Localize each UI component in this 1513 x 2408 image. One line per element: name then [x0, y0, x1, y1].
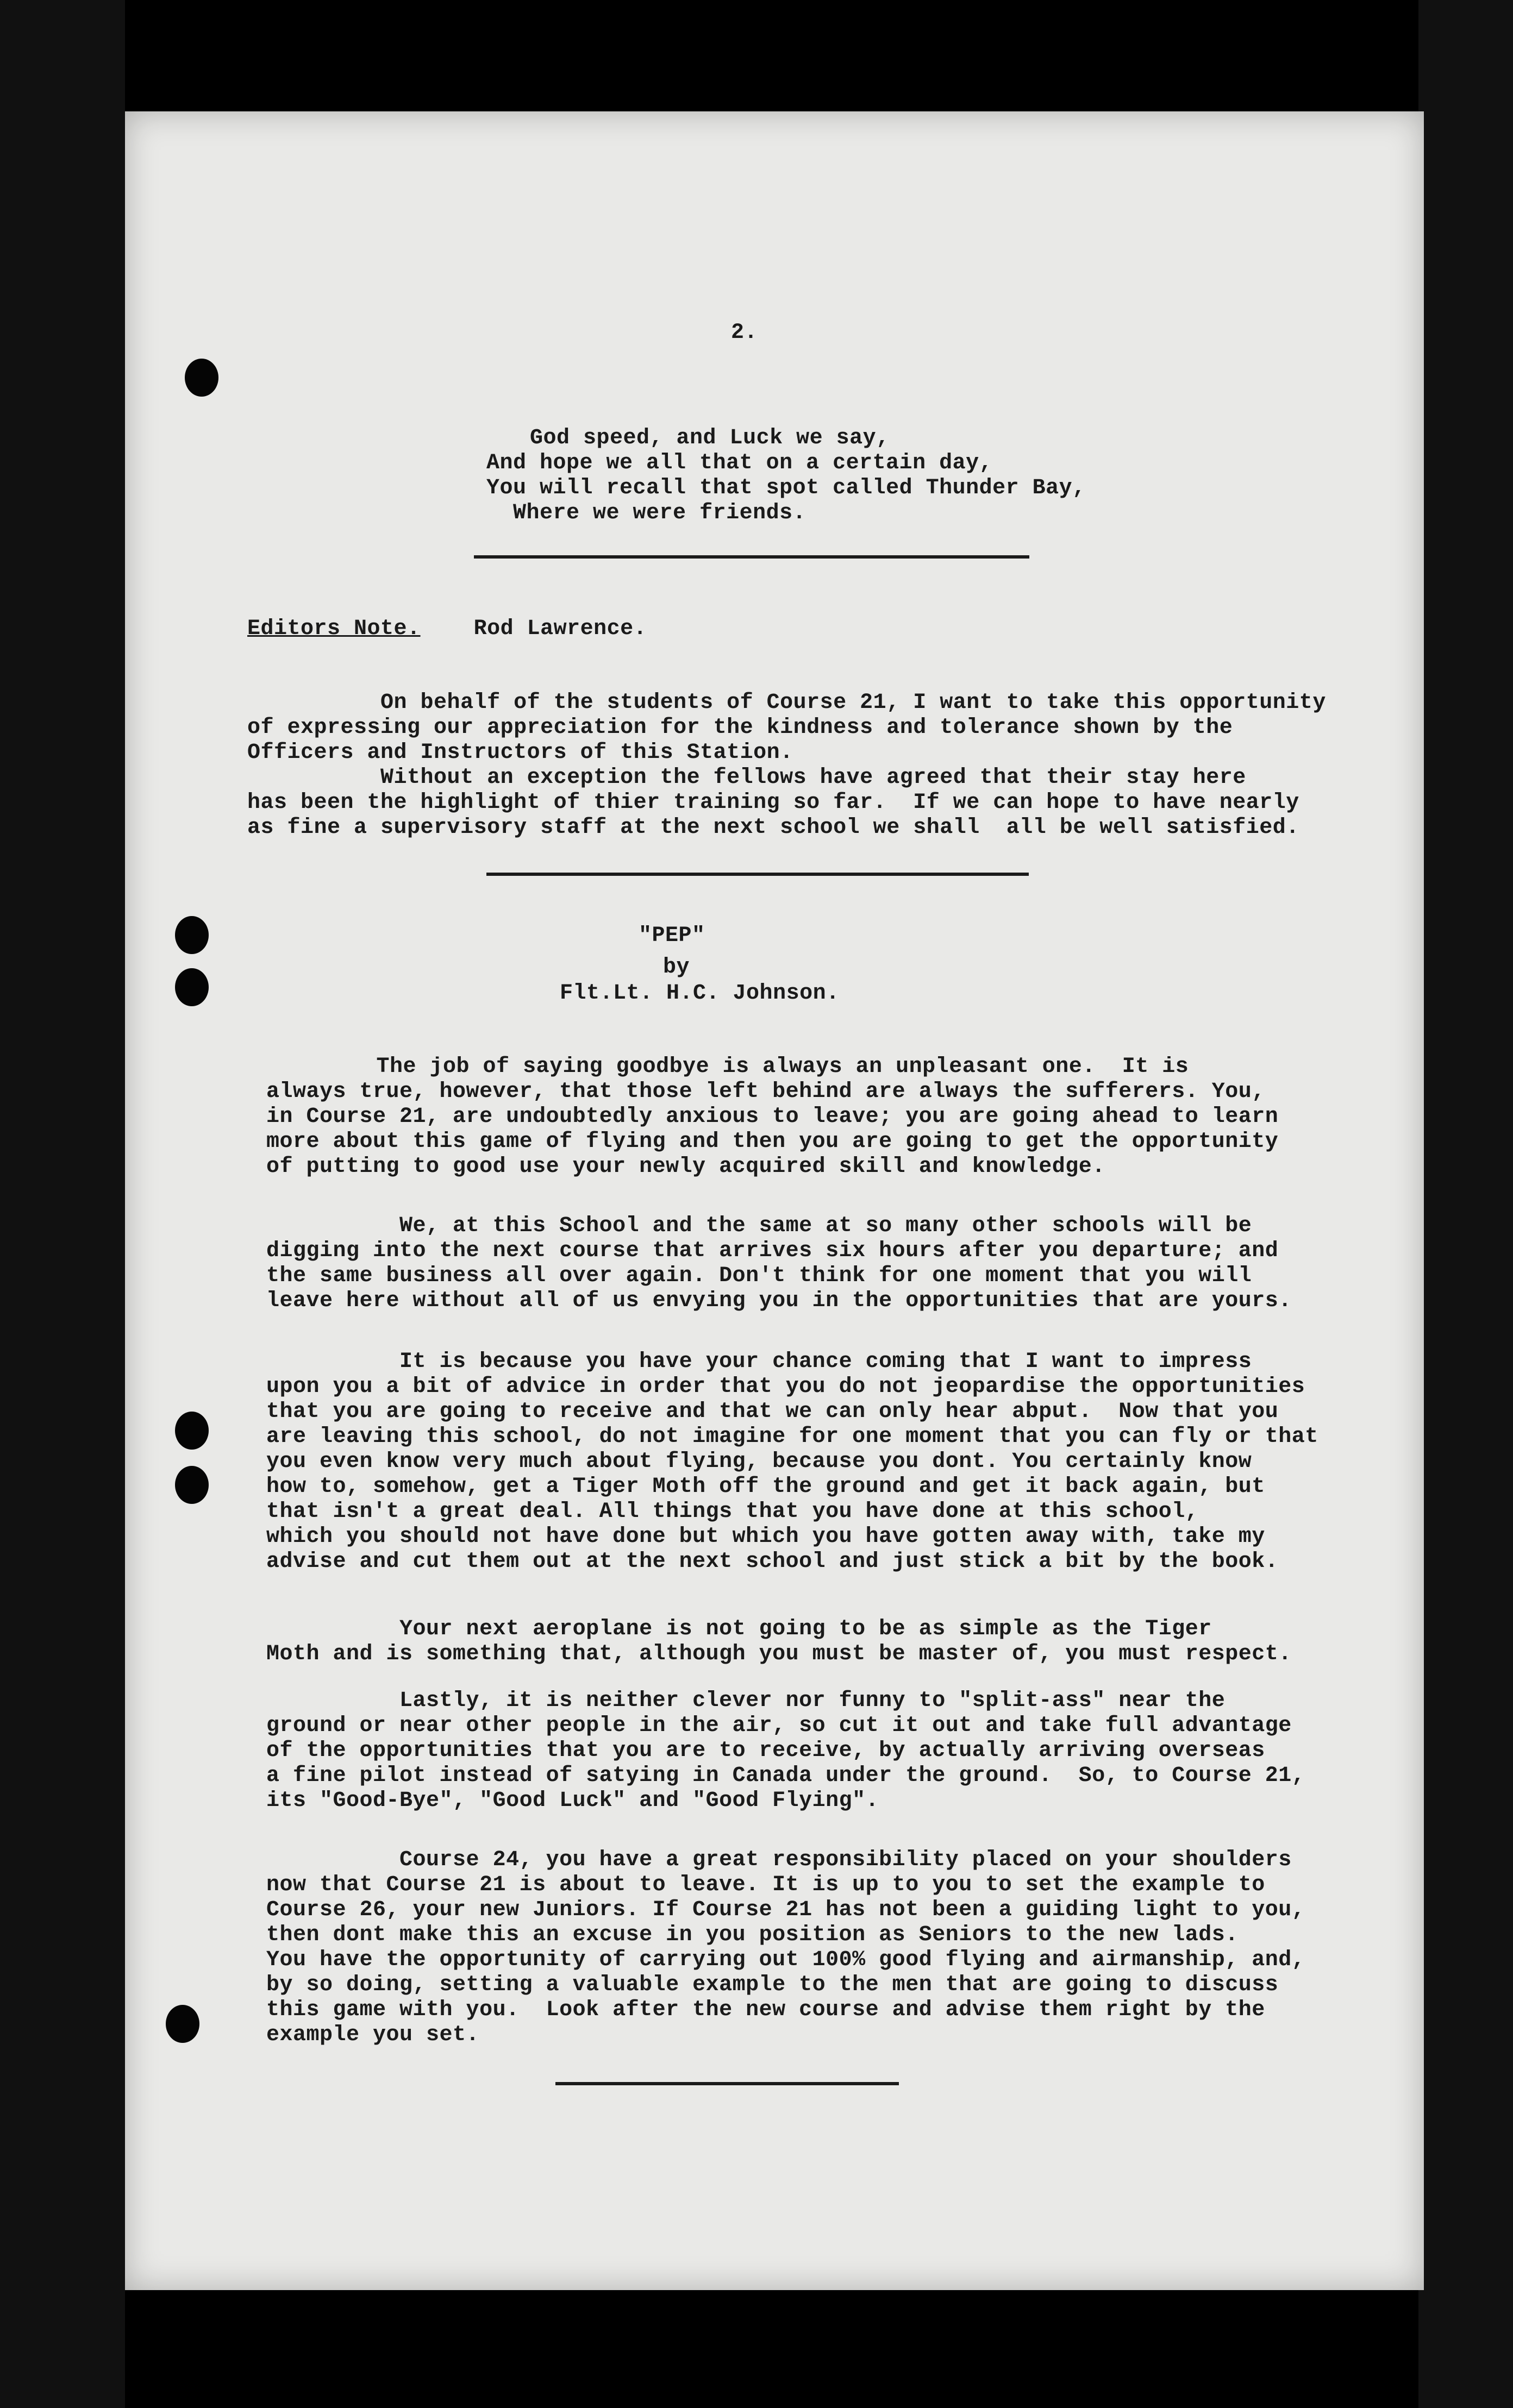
text-line: ground or near other people in the air, so cut it out and take full advantage: [266, 1714, 1292, 1738]
text-line: that isn't a great deal. All things that you have done at this school,: [266, 1500, 1199, 1524]
text-line: We, at this School and the same at so many other schools will be: [266, 1214, 1252, 1238]
text-line: more about this game of flying and then you are going to get the opportunity: [266, 1130, 1279, 1154]
poem-line: Where we were friends.: [486, 501, 806, 525]
text-line: then dont make this an excuse in you position as Seniors to the new lads.: [266, 1923, 1239, 1947]
text-line: its "Good-Bye", "Good Luck" and "Good Flying".: [266, 1789, 879, 1813]
article-title: "PEP": [639, 924, 705, 948]
punch-hole: [175, 968, 209, 1006]
text-line: upon you a bit of advice in order that you do not jeopardise the opportunities: [266, 1375, 1305, 1399]
article-paragraph: [266, 1189, 1292, 1339]
poem-line: And hope we all that on a certain day,: [486, 451, 993, 475]
text-line: of the opportunities that you are to receive, by actually arriving overseas: [266, 1739, 1265, 1763]
article-paragraph: [266, 1325, 1318, 1600]
text-line: now that Course 21 is about to leave. It is up to you to set the example to: [266, 1873, 1265, 1897]
text-line: which you should not have done but which you have gotten away with, take my: [266, 1525, 1265, 1549]
text-line: always true, however, that those left behind are always the sufferers. You,: [266, 1080, 1265, 1104]
text-line: The job of saying goodbye is always an unpleasant one. It is: [310, 1055, 1189, 1079]
article-paragraph: [266, 1664, 1305, 1839]
text-line: this game with you. Look after the new course and advise them right by the: [266, 1998, 1265, 2022]
article-paragraph: [266, 1823, 1305, 2073]
text-line: Course 24, you have a great responsibility placed on your shoulders: [266, 1848, 1292, 1872]
film-strip-right: [1418, 0, 1513, 2408]
divider-rule: [555, 2082, 899, 2085]
divider-rule: [474, 555, 1029, 559]
text-line: Course 26, your new Juniors. If Course 21 has not been a guiding light to you,: [266, 1898, 1305, 1922]
page-number: 2.: [731, 321, 758, 345]
text-line: advise and cut them out at the next school and just stick a bit by the book.: [266, 1550, 1279, 1574]
text-line: the same business all over again. Don't think for one moment that you will: [266, 1264, 1252, 1288]
text-line: Lastly, it is neither clever nor funny to "split-ass" near the: [266, 1689, 1226, 1713]
text-line: as fine a supervisory staff at the next school we shall all be well satisfied.: [247, 816, 1299, 840]
text-line: a fine pilot instead of satying in Canada under the ground. So, to Course 21,: [266, 1764, 1305, 1788]
punch-hole: [175, 916, 209, 954]
article-author: Flt.Lt. H.C. Johnson.: [560, 981, 840, 1006]
text-line: leave here without all of us envying you in the opportunities that are yours.: [266, 1289, 1292, 1313]
text-line: Moth and is something that, although you must be master of, you must respect.: [266, 1642, 1292, 1666]
divider-rule: [486, 873, 1029, 876]
text-line: example you set.: [266, 2023, 480, 2047]
text-line: of putting to good use your newly acquired skill and knowledge.: [266, 1155, 1105, 1179]
text-line: of expressing our appreciation for the kindness and tolerance shown by the: [247, 716, 1233, 740]
text-line: You have the opportunity of carrying out 100% good flying and airmanship, and,: [266, 1948, 1305, 1972]
text-line: in Course 21, are undoubtedly anxious to leave; you are going ahead to learn: [266, 1105, 1279, 1129]
text-line: digging into the next course that arrives six hours after you departure; and: [266, 1239, 1279, 1263]
editors-note-author: Rod Lawrence.: [473, 617, 647, 641]
article-paragraph: [266, 1030, 1278, 1205]
editors-note-heading: [247, 617, 647, 642]
article-byline-by: by: [663, 955, 690, 980]
editors-note-body: [247, 666, 1326, 866]
poem: [486, 401, 1086, 551]
text-line: Without an exception the fellows have agreed that their stay here: [247, 766, 1246, 790]
punch-hole: [166, 2005, 199, 2043]
poem-line: You will recall that spot called Thunder Bay,: [486, 476, 1086, 500]
text-line: how to, somehow, get a Tiger Moth off the ground and get it back again, but: [266, 1475, 1265, 1499]
poem-line: God speed, and Luck we say,: [530, 426, 890, 450]
text-line: Officers and Instructors of this Station.: [247, 741, 793, 765]
text-line: On behalf of the students of Course 21, I want to take this opportunity: [247, 691, 1326, 715]
film-strip-left: [0, 0, 125, 2408]
editors-note-label: Editors Note.: [247, 617, 421, 641]
text-line: Your next aeroplane is not going to be as simple as the Tiger: [266, 1617, 1212, 1641]
punch-hole: [185, 359, 218, 397]
text-line: has been the highlight of thier training so far. If we can hope to have nearly: [247, 791, 1299, 815]
text-line: you even know very much about flying, because you dont. You certainly know: [266, 1450, 1252, 1474]
text-line: that you are going to receive and that we can only hear abput. Now that you: [266, 1400, 1279, 1424]
text-line: It is because you have your chance coming that I want to impress: [266, 1350, 1252, 1374]
text-line: by so doing, setting a valuable example to the men that are going to discuss: [266, 1973, 1279, 1997]
text-line: are leaving this school, do not imagine for one moment that you can fly or that: [266, 1425, 1318, 1449]
punch-hole: [175, 1466, 209, 1504]
punch-hole: [175, 1412, 209, 1450]
